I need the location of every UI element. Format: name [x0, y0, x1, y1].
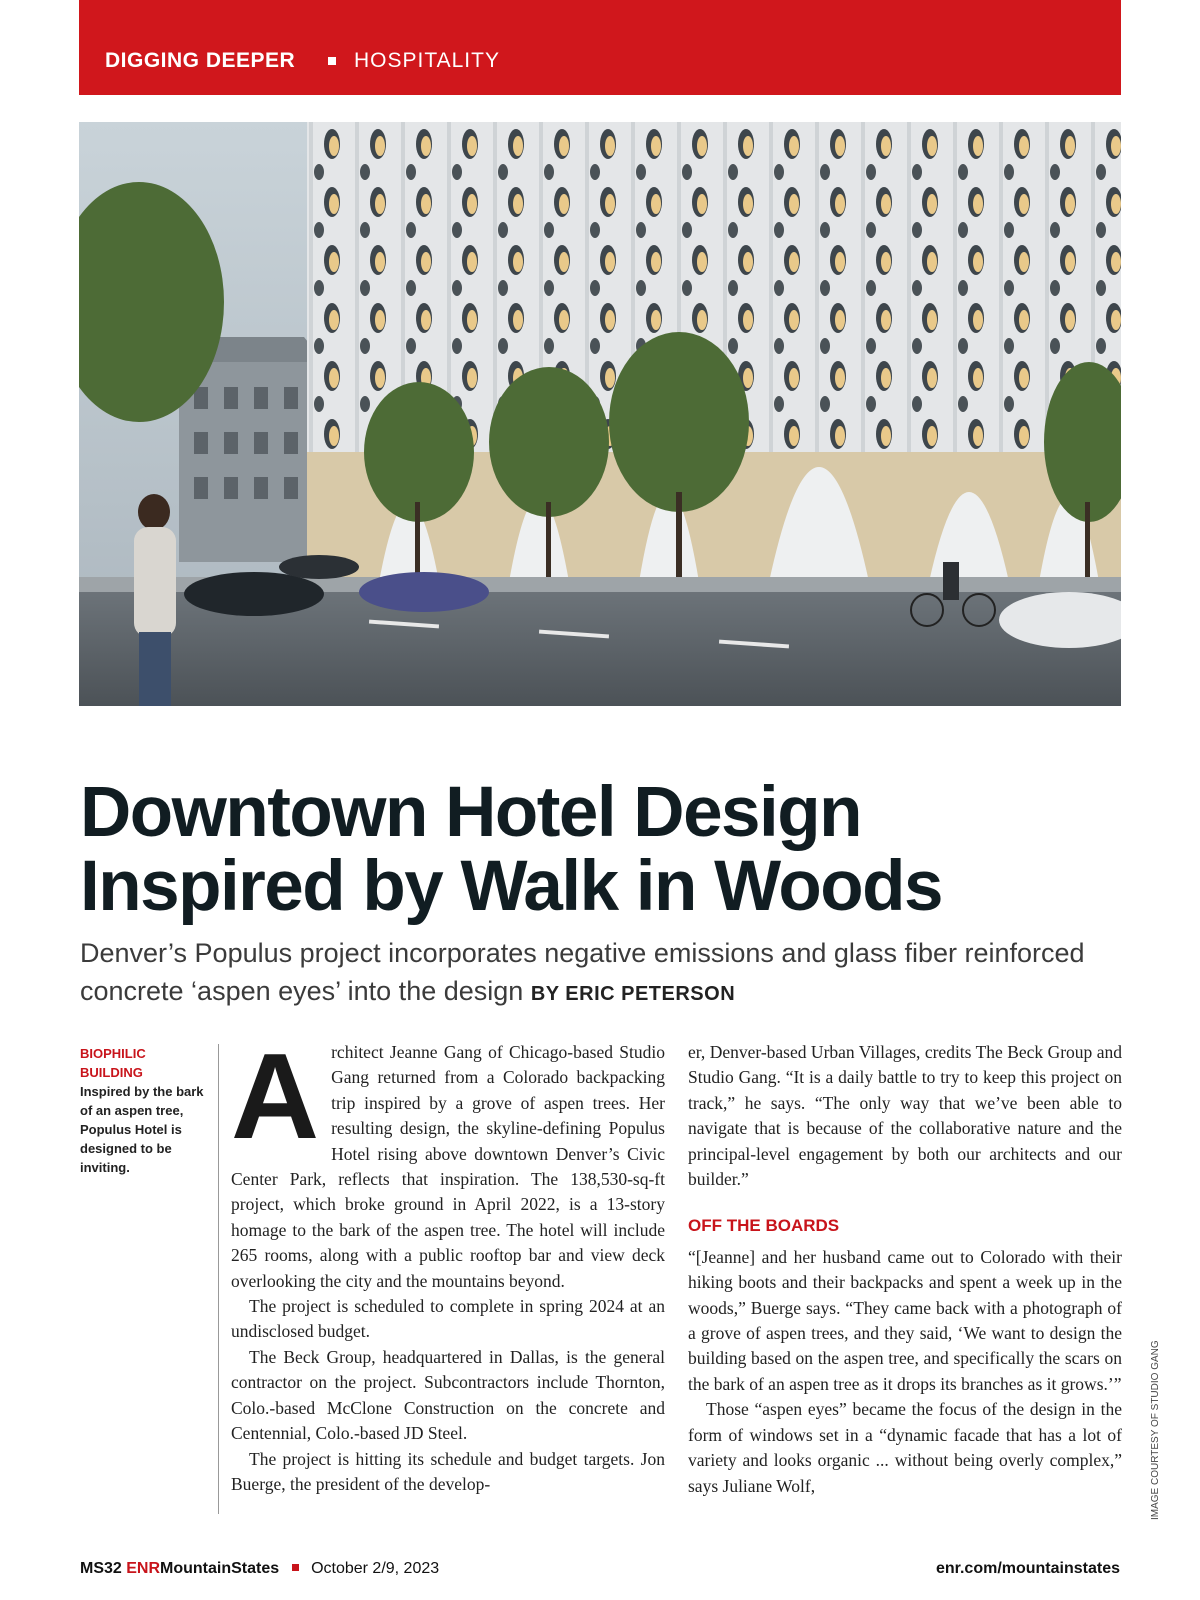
- hero-rendering: [79, 122, 1121, 706]
- publication-brand: ENR: [126, 1560, 161, 1577]
- paragraph-1-text: rchitect Jeanne Gang of Chicago-based Studio Gang returned from a Colorado backpacking trip inspired by a grove of aspen trees. Her resulting design, the skyline-defining Populus Hotel rising above downtown Denver’s Civic Center Park, reflects that inspiration. The 138,530-sq-ft project, which broke ground in April 2022, is a 13-story homage to the bark of the aspen tree. The hotel will include 265 rooms, along with a public rooftop bar and view deck overlooking the city and the mountains beyond.: [231, 1042, 665, 1291]
- drop-cap: A: [231, 1028, 320, 1164]
- photo-caption: [80, 1044, 208, 1177]
- paragraph-4: The project is hitting its schedule and budget targets. Jon Buerge, the president of the develop-: [231, 1448, 665, 1494]
- footer-url: enr.com/mountainstates: [935, 1560, 1120, 1577]
- banner-separator: [328, 57, 336, 65]
- section-kicker: DIGGING DEEPER: [105, 49, 296, 72]
- publication-name: MountainStates: [160, 1560, 280, 1577]
- subhead: OFF THE BOARDS: [688, 1216, 840, 1236]
- paragraph-5: er, Denver-based Urban Villages, credits The Beck Group and Studio Gang. “It is a daily battle to try to keep this project on track,” he says. “The only way that we’ve been able to navigate that is because of the collaborative nature and the principal-level engagement by both our architects and our builder.”: [688, 1042, 1122, 1190]
- article-column-2: [688, 1040, 1122, 1499]
- headline-line-1: Downtown Hotel Design: [80, 773, 862, 852]
- footer-left: [80, 1560, 439, 1578]
- caption-text: Inspired by the bark of an aspen tree, Populus Hotel is designed to be inviting.: [80, 1084, 204, 1175]
- deck-text: Denver’s Populus project incorporates negative emissions and glass fiber reinforced concrete ‘aspen eyes’ into the design: [80, 938, 1085, 1006]
- section-banner: [79, 0, 1121, 95]
- column-rule: [218, 1044, 219, 1514]
- paragraph-7: Those “aspen eyes” became the focus of the design in the form of windows set in a “dynamic facade that has a lot of variety and looks organic ... without being overly complex,” says Juliane Wolf,: [688, 1399, 1122, 1496]
- section-label: HOSPITALITY: [354, 49, 500, 72]
- page-number: MS32: [80, 1560, 122, 1577]
- deck: [80, 934, 1120, 1013]
- headline-line-2: Inspired by Walk in Woods: [80, 847, 942, 926]
- byline: BY ERIC PETERSON: [530, 983, 736, 1005]
- headline: [80, 773, 1120, 926]
- paragraph-2: The project is scheduled to complete in spring 2024 at an undisclosed budget.: [231, 1296, 665, 1342]
- caption-head-2: BUILDING: [80, 1065, 143, 1080]
- page-footer: [80, 1560, 1120, 1582]
- paragraph-6: “[Jeanne] and her husband came out to Colorado with their hiking boots and their backpacks and spent a week up in the woods,” Buerge says. “They came back with a photograph of a grove of aspen trees, and they said, ‘We want to design the building based on the aspen tree, and specifically the scars on the bark of an aspen tree as it drops its branches as it grows.’”: [688, 1246, 1122, 1394]
- paragraph-3: The Beck Group, headquartered in Dallas, is the general contractor on the project. Subcontractors include Thornton, Colo.-based McClone Construction on the concrete and Centennial, Colo.-based JD Steel.: [231, 1346, 665, 1444]
- image-credit: IMAGE COURTESY OF STUDIO GANG: [1150, 1340, 1161, 1520]
- paragraph-1: [231, 1028, 665, 1294]
- footer-separator: [292, 1564, 299, 1571]
- caption-head-1: BIOPHILIC: [80, 1046, 146, 1061]
- issue-date: October 2/9, 2023: [311, 1560, 440, 1577]
- article-column-1: [231, 1028, 665, 1497]
